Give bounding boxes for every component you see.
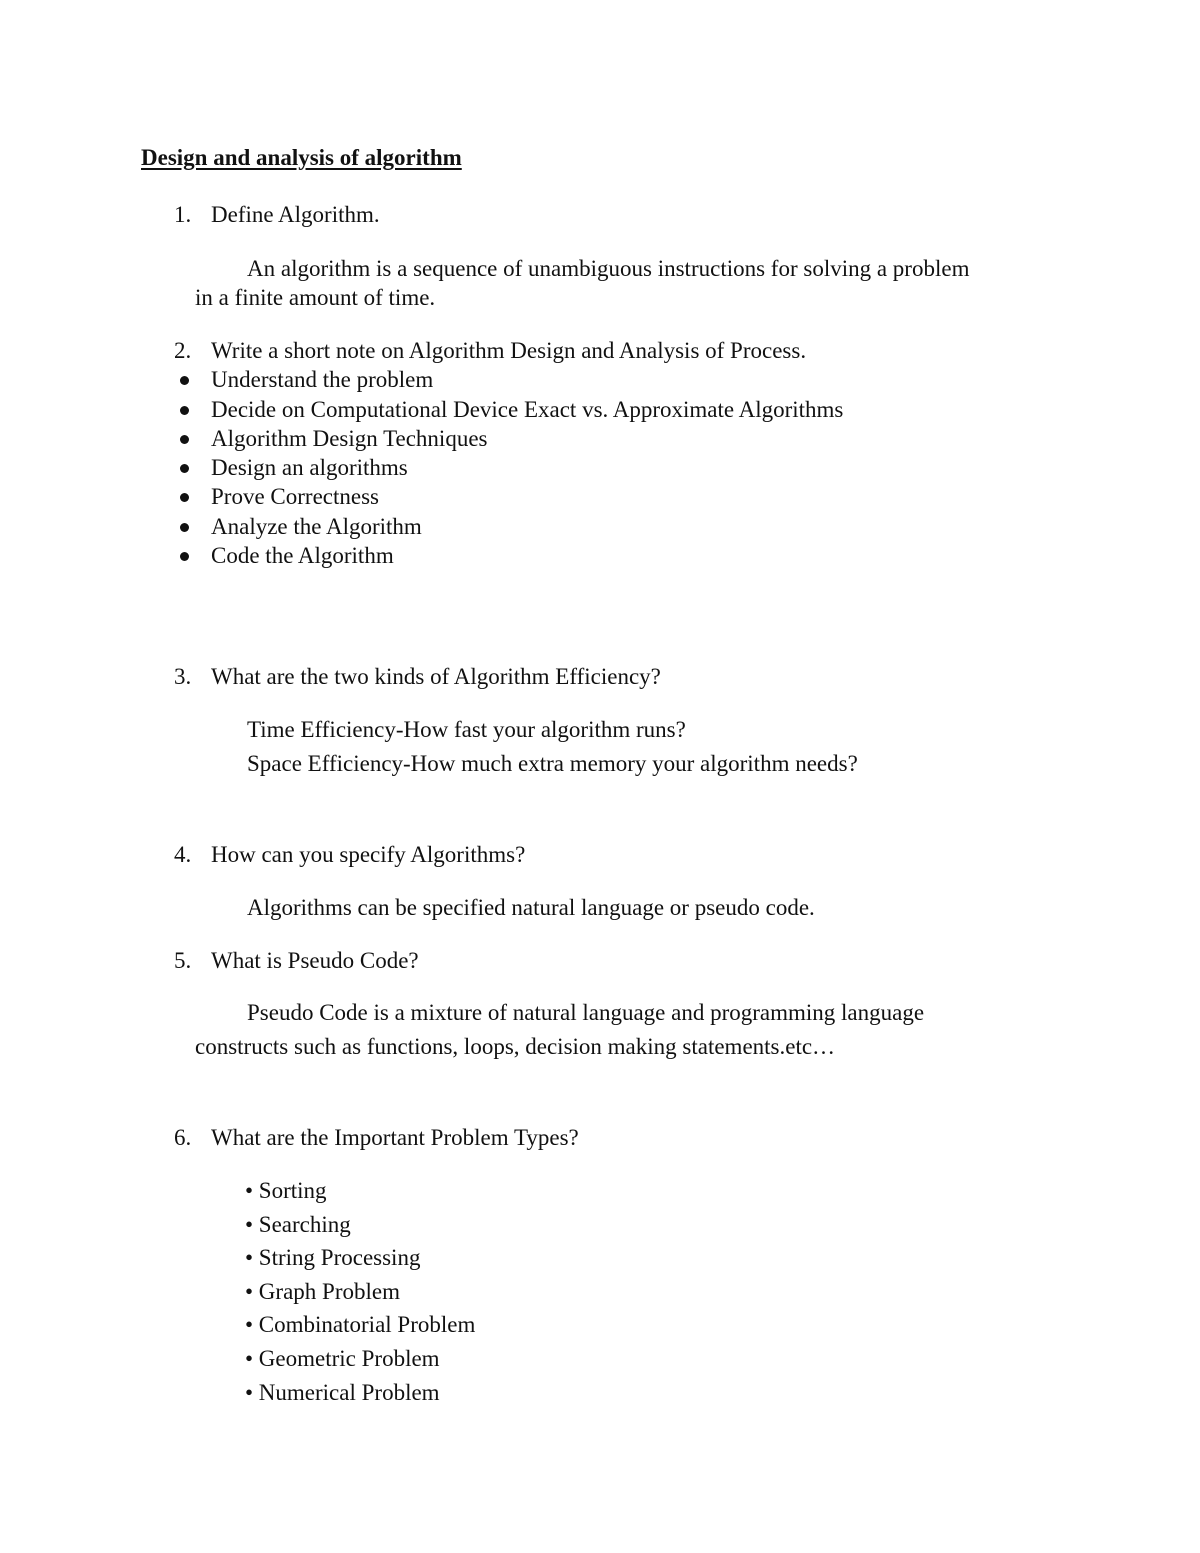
q6-list-item: • Searching — [245, 1212, 351, 1237]
q2-bullet-item: Design an algorithms — [211, 455, 408, 480]
q6-list-item: • String Processing — [245, 1245, 421, 1270]
q3-answer-line2: Space Efficiency-How much extra memory your algorithm needs? — [247, 751, 858, 776]
bullet-dot — [180, 552, 189, 561]
q6-list-item: • Numerical Problem — [245, 1380, 440, 1405]
q6-question: What are the Important Problem Types? — [211, 1125, 579, 1150]
q2-bullet-item: Understand the problem — [211, 367, 434, 392]
q6-list-item: • Sorting — [245, 1178, 327, 1203]
q5-number: 5. — [174, 948, 192, 973]
bullet-dot — [180, 376, 189, 385]
q1-question: Define Algorithm. — [211, 202, 380, 227]
q3-question: What are the two kinds of Algorithm Efficiency? — [211, 664, 661, 689]
q5-answer-line1: Pseudo Code is a mixture of natural language and programming language — [247, 1000, 925, 1025]
q3-answer-line1: Time Efficiency-How fast your algorithm runs? — [247, 717, 686, 742]
q6-number: 6. — [174, 1125, 192, 1150]
q1-answer-line2: in a finite amount of time. — [195, 285, 436, 310]
bullet-dot — [180, 406, 189, 415]
q2-bullet-item: Code the Algorithm — [211, 543, 394, 568]
q2-question: Write a short note on Algorithm Design and Analysis of Process. — [211, 338, 807, 363]
q2-bullet-item: Prove Correctness — [211, 484, 379, 509]
q2-bullet-item: Algorithm Design Techniques — [211, 426, 488, 451]
q6-list-item: • Geometric Problem — [245, 1346, 440, 1371]
q1-number: 1. — [174, 202, 192, 227]
q2-bullet-item: Decide on Computational Device Exact vs. Approximate Algorithms — [211, 397, 844, 422]
document-title: Design and analysis of algorithm — [141, 145, 462, 170]
bullet-dot — [180, 464, 189, 473]
q5-answer-line2: constructs such as functions, loops, decision making statements.etc… — [195, 1034, 836, 1059]
q4-answer: Algorithms can be specified natural language or pseudo code. — [247, 895, 815, 920]
q6-list-item: • Combinatorial Problem — [245, 1312, 476, 1337]
bullet-dot — [180, 435, 189, 444]
q4-number: 4. — [174, 842, 192, 867]
bullet-dot — [180, 523, 189, 532]
q2-bullet-item: Analyze the Algorithm — [211, 514, 422, 539]
q1-answer-line1: An algorithm is a sequence of unambiguous instructions for solving a problem — [247, 256, 970, 281]
q4-question: How can you specify Algorithms? — [211, 842, 526, 867]
q5-question: What is Pseudo Code? — [211, 948, 419, 973]
q3-number: 3. — [174, 664, 192, 689]
bullet-dot — [180, 493, 189, 502]
q2-number: 2. — [174, 338, 192, 363]
q6-list-item: • Graph Problem — [245, 1279, 400, 1304]
